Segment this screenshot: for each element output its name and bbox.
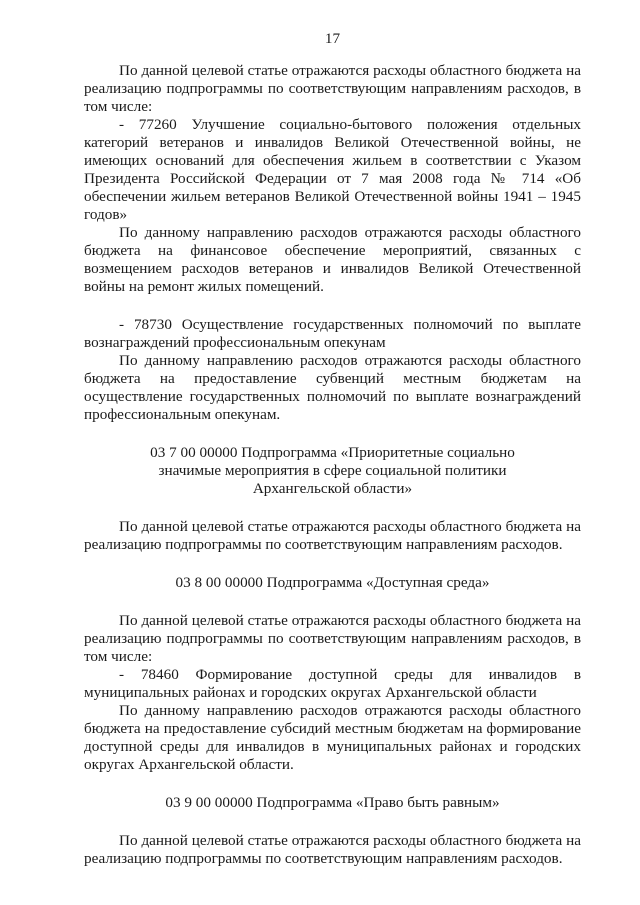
heading-line: 03 8 00 00000 Подпрограмма «Доступная среда»: [175, 574, 490, 591]
document-page: [84, 30, 581, 868]
heading-line: Архангельской области»: [252, 480, 413, 497]
paragraph-item-78730: - 78730 Осуществление государственных полномочий по выплате вознаграждений профессиональным опекунам: [84, 316, 581, 351]
paragraph-item-78460: - 78460 Формирование доступной среды для инвалидов в муниципальных районах и городских округах Архангельской области: [84, 666, 581, 701]
paragraph-intro-03-7: По данной целевой статье отражаются расходы областного бюджета на реализацию подпрограммы по соответствующим направлениям расходов.: [84, 518, 581, 553]
paragraph-intro-03-8: По данной целевой статье отражаются расходы областного бюджета на реализацию подпрограммы по соответствующим направлениям расходов, в том числе:: [84, 612, 581, 665]
heading-line: 03 7 00 00000 Подпрограмма «Приоритетные социально: [150, 444, 515, 461]
page-number: 17: [324, 30, 341, 47]
paragraph-item-77260: - 77260 Улучшение социально-бытового положения отдельных категорий ветеранов и инвалидов Великой Отечественной войны, не имеющих оснований для обеспечения жильем в соответствии с Указом Президента Российской Федерации от 7 мая 2008 года № 714 «Об обеспечении жильем ветеранов Великой Отечественной войны 1941 – 1945 годов»: [84, 116, 581, 223]
heading-line: значимые мероприятия в сфере социальной политики: [158, 462, 507, 479]
paragraph-intro-03-9: По данной целевой статье отражаются расходы областного бюджета на реализацию подпрограммы по соответствующим направлениям расходов.: [84, 832, 581, 867]
paragraph-intro-1: По данной целевой статье отражаются расходы областного бюджета на реализацию подпрограммы по соответствующим направлениям расходов, в том числе:: [84, 62, 581, 115]
heading-subprogram-03-7: [84, 444, 581, 498]
heading-line: 03 9 00 00000 Подпрограмма «Право быть равным»: [165, 794, 500, 811]
paragraph-desc-77260: По данному направлению расходов отражаются расходы областного бюджета на финансовое обеспечение мероприятий, связанных с возмещением расходов ветеранов и инвалидов Великой Отечественной войны на ремонт жилых помещений.: [84, 224, 581, 295]
heading-subprogram-03-8: [84, 574, 581, 592]
paragraph-desc-78730: По данному направлению расходов отражаются расходы областного бюджета на предоставление субвенций местным бюджетам на осуществление государственных полномочий по выплате вознаграждений профессиональным опекунам.: [84, 352, 581, 423]
heading-subprogram-03-9: [84, 794, 581, 812]
paragraph-desc-78460: По данному направлению расходов отражаются расходы областного бюджета на предоставление субсидий местным бюджетам на формирование доступной среды для инвалидов в муниципальных районах и городских округах Архангельской области.: [84, 702, 581, 773]
